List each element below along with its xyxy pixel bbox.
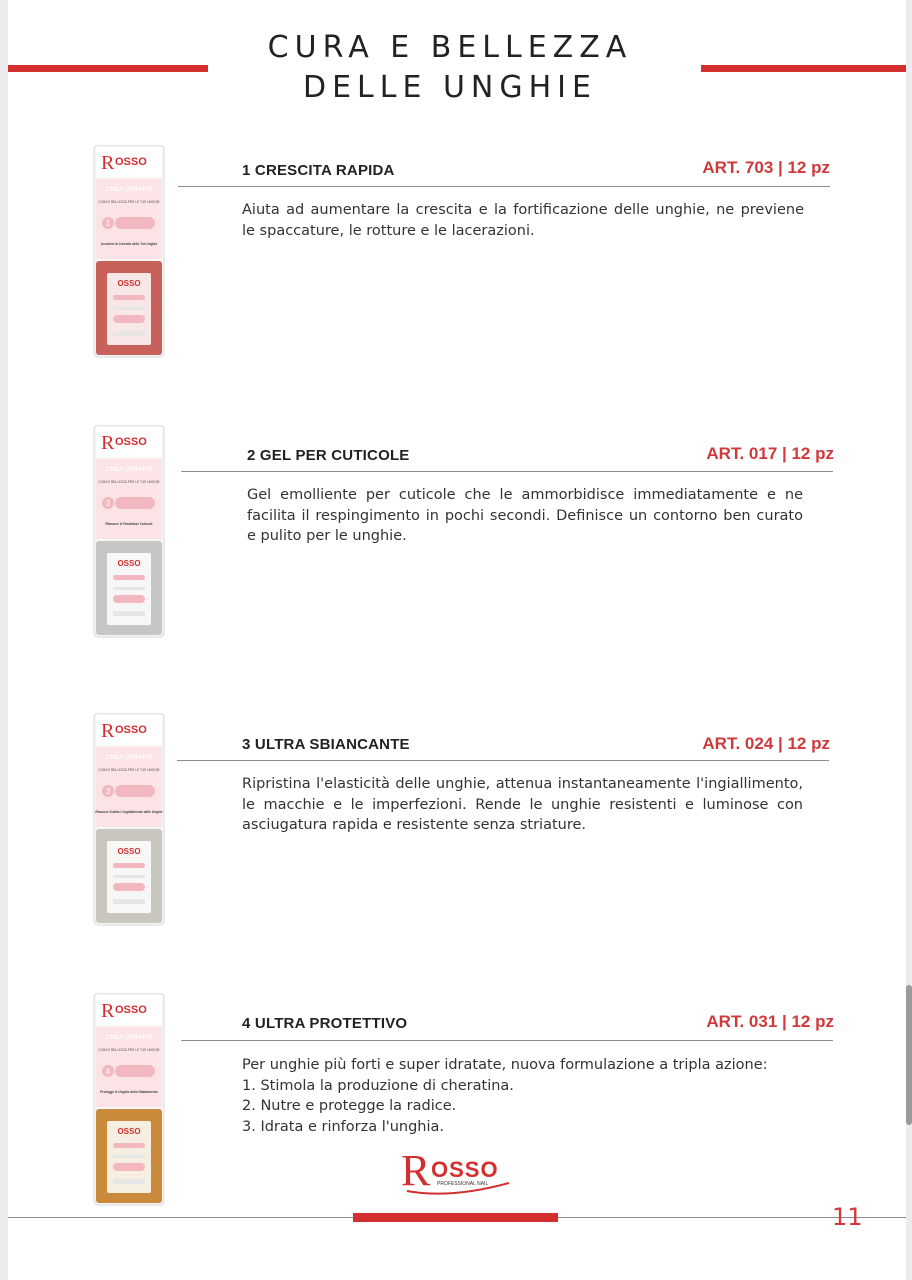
product-description-line: le spaccature, le rotture e le lacerazioni.	[242, 222, 535, 239]
bottle-claim: Accelera la Crescita delle Tue Unghie	[100, 242, 158, 246]
product-description-line: 1. Stimola la produzione di cheratina.	[242, 1077, 514, 1094]
bottle-brand-initial: R	[101, 152, 115, 174]
brand-logo-tagline: PROFESSIONAL NAIL	[437, 1181, 489, 1187]
product-description-line: Aiuta ad aumentare la crescita e la fortificazione delle unghie, ne previene	[242, 202, 804, 218]
bottle-inner-brand-text: OSSO	[117, 1127, 141, 1136]
bottle-brand-initial: R	[101, 720, 115, 742]
product-description-line: Ripristina l'elasticità delle unghie, attenua instantaneamente l'ingiallimento,	[242, 776, 803, 792]
product-description	[247, 485, 803, 547]
bottle-brand-initial: R	[101, 432, 115, 454]
bottle-number: 1	[105, 219, 111, 228]
product-description-line: facilita il respingimento in pochi secondi. Definisce un contorno ben curato	[247, 507, 803, 524]
product-name: 2 GEL PER CUTICOLE	[247, 447, 410, 464]
product-name: 3 ULTRA SBIANCANTE	[242, 736, 410, 753]
bottle-inner-brand-text: OSSO	[117, 559, 141, 568]
bottle-number: 4	[105, 1067, 111, 1076]
product-article-code: ART. 017 | 12 pz	[706, 444, 834, 463]
product-description-line: asciugatura rapida e resistente senza striature.	[242, 817, 587, 833]
product-article-code: ART. 024 | 12 pz	[702, 734, 830, 753]
product-divider	[177, 760, 829, 761]
product-description	[242, 774, 803, 836]
bottle-inner-brand-text: OSSO	[117, 847, 141, 856]
bottle-claim: Rimuove Subito L'ingiallimento delle Unghie	[95, 810, 163, 814]
bottle-brand-text: OSSO	[115, 156, 147, 168]
bottle-line-label: LINEA CURATIVI	[105, 187, 153, 193]
brand-logo	[401, 1147, 513, 1197]
bottle-sub-label: CURA E BELLEZZA PER LE TUE UNGHIE	[98, 480, 160, 484]
product-description	[242, 1055, 804, 1137]
bottle-brand-initial: R	[101, 1000, 115, 1022]
page-number: 11	[832, 1203, 863, 1231]
product-article-code: ART. 031 | 12 pz	[706, 1012, 834, 1031]
bottle-sub-label: CURA E BELLEZZA PER LE TUE UNGHIE	[98, 200, 160, 204]
product-name: 1 CRESCITA RAPIDA	[242, 162, 395, 179]
scrollbar-thumb[interactable]	[906, 985, 912, 1125]
bottle-brand-text: OSSO	[115, 1004, 147, 1016]
product-description-line: 3. Idrata e rinforza l'unghia.	[242, 1118, 445, 1135]
product-bottle-image	[93, 425, 165, 640]
brand-logo-initial: R	[401, 1147, 431, 1195]
brand-logo-text: OSSO	[431, 1157, 499, 1182]
bottle-sub-label: CURA E BELLEZZA PER LE TUE UNGHIE	[98, 1048, 160, 1052]
product-description-line: 2. Nutre e protegge la radice.	[242, 1098, 457, 1114]
product-bottle-image	[93, 713, 165, 928]
product-bottle-image	[93, 993, 165, 1208]
page-title-line-2: DELLE UNGHIE	[303, 70, 597, 105]
product-description-line: le macchie e le imperfezioni. Rende le unghie resistenti e luminose con	[242, 796, 803, 813]
product-image	[93, 993, 165, 1208]
product-image	[93, 425, 165, 640]
bottle-claim: Protegge le Unghie dallo Sfaldamento	[100, 1090, 158, 1094]
product-description-line: Gel emolliente per cuticole che le ammorbidisce immediatamente e ne	[247, 487, 803, 503]
product-divider	[181, 1040, 833, 1041]
product-description-line: e pulito per le unghie.	[247, 528, 407, 544]
bottle-claim: Rimuove le Fastidiose Cuticole	[105, 522, 153, 526]
product-name: 4 ULTRA PROTETTIVO	[242, 1015, 408, 1032]
bottle-number: 2	[105, 499, 111, 508]
product-description-line: Per unghie più forti e super idratate, nuova formulazione a tripla azione:	[242, 1057, 768, 1073]
bottle-inner-brand-text: OSSO	[117, 279, 141, 288]
bottle-line-label: LINEA CURATIVI	[105, 755, 153, 761]
bottle-number: 3	[105, 787, 111, 796]
footer-accent-bar	[353, 1213, 558, 1222]
bottle-brand-text: OSSO	[115, 724, 147, 736]
bottle-line-label: LINEA CURATIVI	[105, 467, 153, 473]
product-divider	[181, 471, 833, 472]
bottle-sub-label: CURA E BELLEZZA PER LE TUE UNGHIE	[98, 768, 160, 772]
bottle-brand-text: OSSO	[115, 436, 147, 448]
product-article-code: ART. 703 | 12 pz	[702, 158, 830, 177]
bottle-line-label: LINEA CURATIVI	[105, 1035, 153, 1041]
product-image	[93, 713, 165, 928]
page-title-line-1: CURA E BELLEZZA	[267, 30, 633, 65]
